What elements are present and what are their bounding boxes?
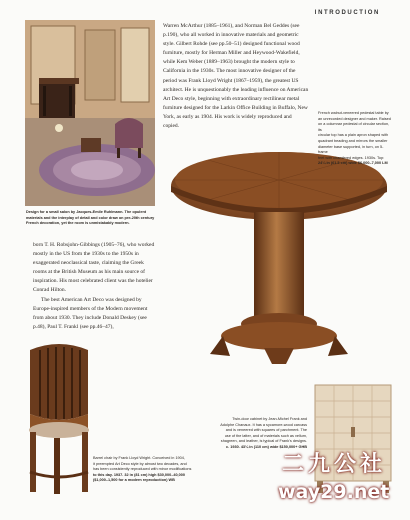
- caption-line: shagreen, and leather, is typical of Frank's designs.: [220, 439, 307, 444]
- body-text-right-column: [163, 22, 309, 131]
- caption-line: ($1,000–1,500 for a modern reproduction) WB: [93, 478, 175, 483]
- caption-line: feet with chamfered edges. 1930s. Top:: [318, 155, 385, 160]
- site-watermark: [268, 447, 398, 515]
- barrel-chair-photo: [24, 340, 94, 498]
- watermark-url-text: way29.net: [278, 481, 390, 503]
- caption-line: Adolphe Chanaux. It has a sycamore-wood carcass: [220, 422, 307, 427]
- caption-line: has been consistently reproduced with minor modifications: [93, 467, 192, 472]
- pedestal-table-photo: [168, 150, 390, 370]
- caption-line: use of the latter, and of materials such as vellum,: [224, 433, 307, 438]
- caption-line: Barrel chair by Frank Lloyd Wright. Conceived in 1904,: [93, 456, 185, 460]
- caption-line: quadrant beading and mirrors the smaller: [318, 138, 388, 143]
- caption-line: c. 1930. 43¼ in (110 cm) wide $150,000+ GHB: [226, 444, 307, 449]
- salon-design-illustration: [25, 20, 155, 206]
- cabinet-caption: [217, 417, 307, 451]
- body-paragraph: Warren McArthur (1885–1961), and Norman Bel Geddes (see p.190), who all worked in innovative materials and geometric style. Gilbert Rohde (see pp.50–51) designed functional wood furniture, mostly for Herman Miller and Heywood-Wakefield, while Kem Weber (1889–1963) brought the modern style to California in the 1930s. The most innovative designer of the period was Frank Lloyd Wright (1867–1959), the greatest US architect. He is unquestionably the leading influence on American Art Deco style, beginning with extraordinary rectilinear metal furniture designed for the Larkin Office Building in Buffalo, New York, as early as 1904. His work is widely reproduced and copied.: [163, 23, 309, 130]
- watermark-chinese-text: 二九公社: [282, 452, 387, 477]
- caption-line: and is veneered with squares of parchment. The: [225, 428, 307, 433]
- caption-line: circular top has a plain apron shaped with: [318, 133, 389, 138]
- caption-line: Twin-door cabinet by Jean-Michel Frank and: [232, 417, 307, 421]
- caption-line: an unrecorded designer and maker. Raised: [318, 116, 391, 121]
- caption-line: on a columnar pedestal of circular section, its: [318, 122, 390, 132]
- salon-caption: Design for a small salon by Jacques-Emile Ruhlmann. The opulent materials and the interplay of detail and color draw on pre-20th century French decoration, yet the room is unmistakably modern.: [26, 210, 155, 226]
- body-text-left-column: [33, 241, 156, 332]
- caption-line: French walnut-veneered pedestal table by: [318, 111, 389, 115]
- chair-caption: [93, 456, 208, 484]
- body-paragraph: born T. H. Robsjohn-Gibbings (1905–76), who worked mostly in the US from the 1930s to the 1950s in exaggerated neoclassical taste, claiming the Greek rooms at the British Museum as his main source of inspiration. His most celebrated client was the hotelier Conrad Hilton.: [33, 242, 155, 294]
- caption-line: it preempted Art Deco style by almost two decades, and: [93, 461, 187, 466]
- caption-line: 24¼ in (61.5 cm) wide $6,000–7,000 LM: [318, 161, 388, 166]
- caption-line: to this day. 1937. 32 in (81 cm) high $30,000–40,000: [93, 472, 185, 477]
- body-paragraph: The best American Art Deco was designed by Europe-inspired members of the Modern movement from about 1930. They include Donald Deskey (see p.48), Paul T. Frankl (see pp.46–47),: [33, 296, 148, 330]
- section-header: INTRODUCTION: [314, 10, 380, 16]
- table-caption: [318, 111, 392, 167]
- caption-line: diameter base supported, in turn, on 5-frame: [318, 144, 384, 155]
